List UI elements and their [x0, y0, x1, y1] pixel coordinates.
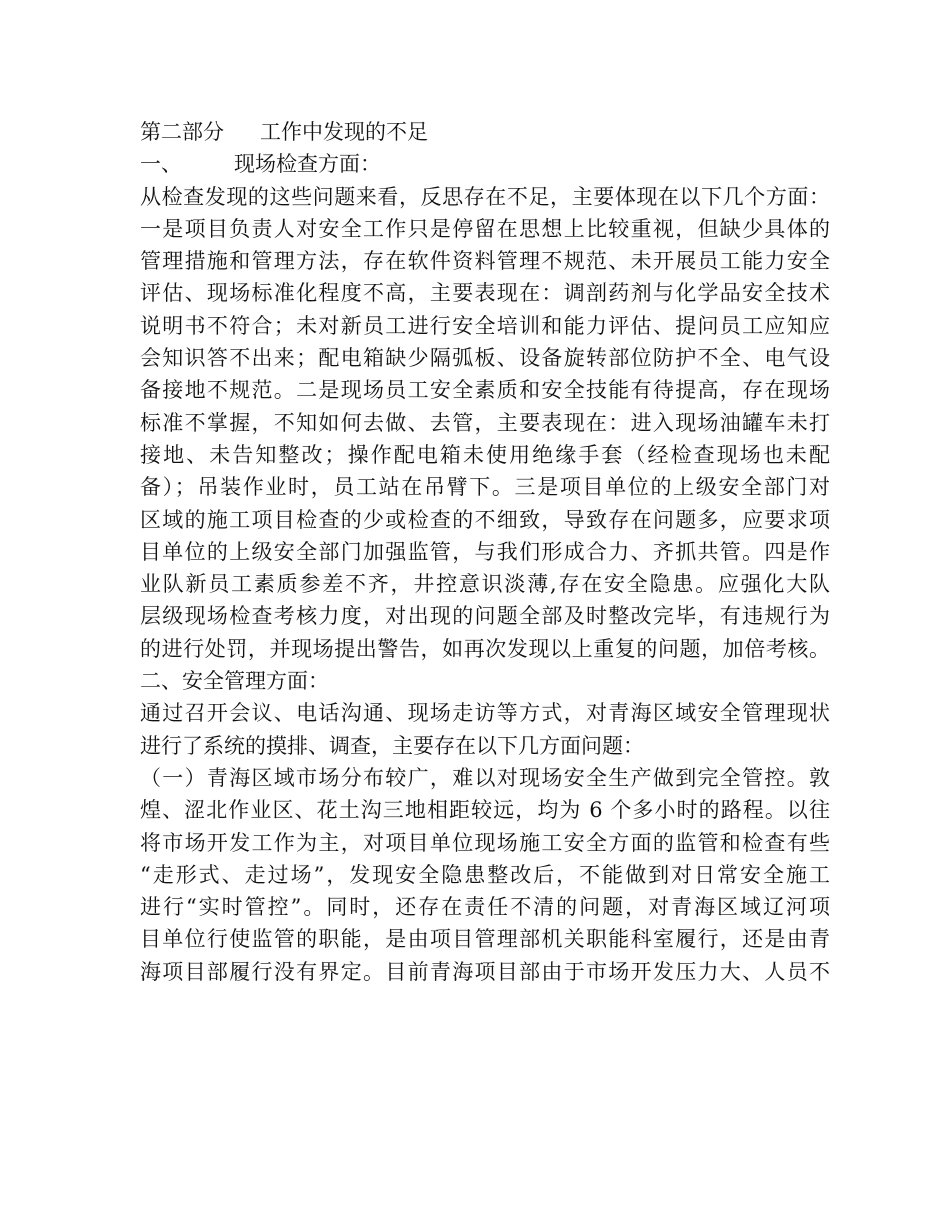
paragraph-line: 区域的施工项目检查的少或检查的不细致，导致存在问题多，应要求项 — [140, 507, 830, 532]
paragraph-line: 目单位的上级安全部门加强监管，与我们形成合力、齐抓共管。四是作 — [140, 539, 830, 564]
paragraph-line: 层级现场检查考核力度，对出现的问题全部及时整改完毕，有违规行为 — [140, 604, 830, 629]
paragraph-line: 评估、现场标准化程度不高，主要表现在：调剖药剂与化学品安全技术 — [140, 281, 830, 306]
section2-heading: 二、安全管理方面： — [140, 669, 329, 694]
paragraph-line: 一是项目负责人对安全工作只是停留在思想上比较重视，但缺少具体的 — [140, 216, 830, 241]
section1-heading — [140, 148, 830, 180]
paragraph-line: 说明书不符合；未对新员工进行安全培训和能力评估、提问员工应知应 — [140, 313, 830, 338]
paragraph-line: 的进行处罚，并现场提出警告，如再次发现以上重复的问题，加倍考核。 — [140, 636, 830, 661]
part-heading — [140, 116, 830, 148]
section1-title: 现场检查方面： — [234, 152, 381, 177]
paragraph-line: 备）；吊装作业时，员工站在吊臂下。三是项目单位的上级安全部门对 — [140, 475, 830, 500]
paragraph-line: 业队新员工素质参差不齐，井控意识淡薄,存在安全隐患。应强化大队 — [140, 572, 830, 597]
paragraph-line: 海项目部履行没有界定。目前青海项目部由于市场开发压力大、人员不 — [140, 959, 830, 984]
paragraph-line: 目单位行使监管的职能，是由项目管理部机关职能科室履行，还是由青 — [140, 927, 830, 952]
paragraph-line: 通过召开会议、电话沟通、现场走访等方式，对青海区域安全管理现状 — [140, 701, 830, 726]
section1-number: 一、 — [140, 152, 182, 177]
paragraph-line: “走形式、走过场”，发现安全隐患整改后，不能做到对日常安全施工 — [140, 862, 830, 887]
part-title: 工作中发现的不足 — [260, 120, 428, 144]
paragraph-line: 将市场开发工作为主，对项目单位现场施工安全方面的监管和检查有些 — [140, 830, 830, 855]
paragraph-line: 会知识答不出来；配电箱缺少隔弧板、设备旋转部位防护不全、电气设 — [140, 346, 830, 371]
paragraph-line: 进行了系统的摸排、调查，主要存在以下几方面问题： — [140, 733, 644, 758]
document-body — [140, 116, 830, 988]
paragraph-line: 煌、涩北作业区、花土沟三地相距较远，均为 6 个多小时的路程。以往 — [140, 798, 830, 823]
paragraph-line: 接地、未告知整改；操作配电箱未使用绝缘手套（经检查现场也未配 — [140, 442, 830, 467]
paragraph-line: 备接地不规范。二是现场员工安全素质和安全技能有待提高，存在现场 — [140, 378, 830, 403]
part-label: 第二部分 — [140, 120, 224, 144]
paragraph-line: 进行“实时管控”。同时，还存在责任不清的问题，对青海区域辽河项 — [140, 895, 830, 920]
paragraph-line: 从检查发现的这些问题来看，反思存在不足，主要体现在以下几个方面： — [140, 184, 830, 209]
paragraph-line: 标准不掌握，不知如何去做、去管，主要表现在：进入现场油罐车未打 — [140, 410, 830, 435]
paragraph-line: （一）青海区域市场分布较广，难以对现场安全生产做到完全管控。敦 — [140, 765, 830, 790]
paragraph-line: 管理措施和管理方法，存在软件资料管理不规范、未开展员工能力安全 — [140, 249, 830, 274]
